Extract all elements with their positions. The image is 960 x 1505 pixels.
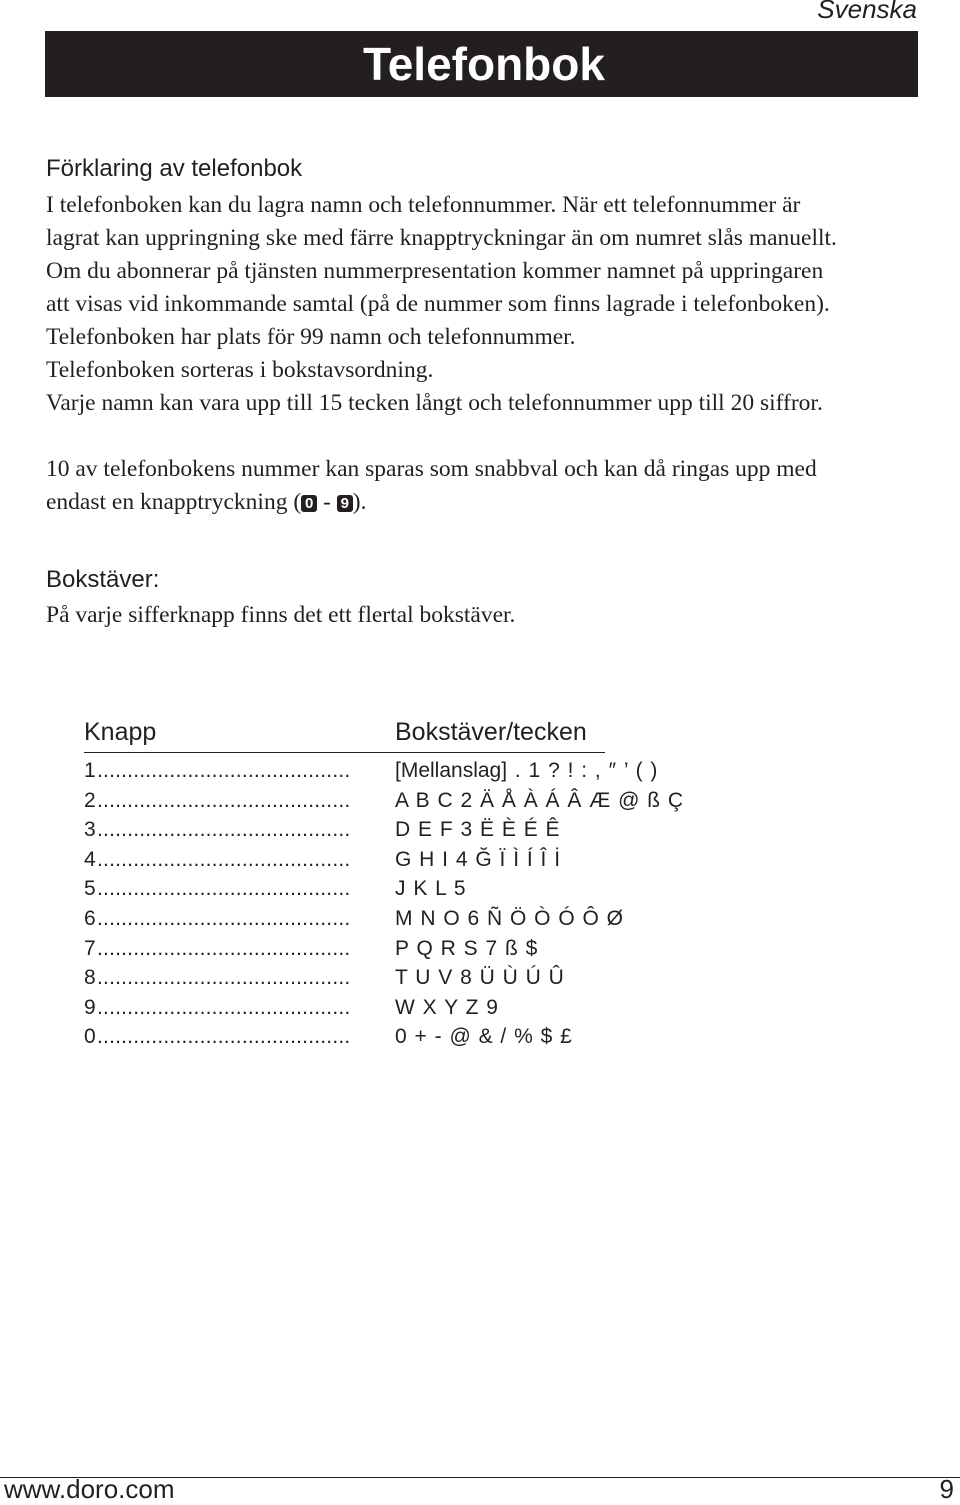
speed-dial-suffix: ). — [352, 489, 367, 515]
table-row — [84, 1025, 605, 1055]
key-label: 4 — [84, 847, 96, 871]
text-line: Telefonboken sorteras i bokstavsordning. — [46, 357, 434, 383]
text-line: På varje sifferknapp finns det ett flertal bokstäver. — [46, 602, 516, 628]
dot-leader: .......................................... — [97, 1025, 351, 1049]
table-row — [84, 996, 605, 1026]
text-line: Telefonboken har plats för 99 namn och telefonnummer. — [46, 324, 576, 350]
dot-leader: .......................................... — [97, 788, 351, 812]
key-9-icon: 9 — [337, 495, 353, 512]
section-heading-letters: Bokstäver: — [46, 566, 160, 593]
table-row — [84, 906, 624, 937]
footer-website-link[interactable]: www.doro.com — [4, 1474, 175, 1504]
text-line — [46, 486, 926, 519]
text-line: 10 av telefonbokens nummer kan sparas som snabbval och kan då ringas upp med — [46, 456, 817, 482]
dot-leader: .......................................... — [97, 995, 351, 1019]
letters-explanation — [46, 599, 926, 632]
speed-dial-paragraph — [46, 453, 926, 519]
key-character-table — [84, 716, 684, 1055]
text-line: Om du abonnerar på tjänsten nummerpresentation kommer namnet på uppringaren — [46, 258, 824, 284]
table-row — [84, 966, 605, 996]
table-row — [84, 788, 684, 819]
key-label: 7 — [84, 936, 96, 960]
key-characters: J K L 5 — [395, 877, 466, 901]
text-line: lagrat kan uppringning ske med färre knapptryckningar än om numret slås manuellt. — [46, 225, 837, 251]
key-characters: P Q R S 7 ß $ — [395, 936, 538, 960]
table-row — [84, 759, 658, 789]
page-number: 9 — [939, 1474, 954, 1504]
key-label: 8 — [84, 966, 96, 990]
key-label: 0 — [84, 1025, 96, 1049]
key-characters: [Mellanslag] . 1 ? ! : , ″ ’ ( ) — [395, 759, 658, 782]
key-label: 5 — [84, 877, 96, 901]
table-row — [84, 877, 605, 907]
text-line: Varje namn kan vara upp till 15 tecken långt och telefonnummer upp till 20 siffror. — [46, 390, 823, 416]
key-characters: W X Y Z 9 — [395, 995, 498, 1019]
dot-leader: .......................................... — [97, 936, 351, 960]
column-header-characters: Bokstäver/tecken — [395, 718, 587, 746]
dot-leader: .......................................... — [97, 759, 351, 782]
key-characters: G H I 4 Ğ Ï Ì Í Î İ — [395, 847, 561, 871]
dot-leader: .......................................... — [97, 818, 351, 842]
key-characters: 0 + - @ & / % $ £ — [395, 1025, 572, 1049]
table-row — [84, 818, 605, 848]
text-line: I telefonboken kan du lagra namn och telefonnummer. När ett telefonnummer är — [46, 192, 801, 218]
language-label: Svenska — [817, 0, 917, 24]
text-line: att visas vid inkommande samtal (på de nummer som finns lagrade i telefonboken). — [46, 291, 830, 317]
phonebook-explanation — [46, 189, 926, 420]
dot-leader: .......................................... — [97, 847, 351, 871]
key-characters: D E F 3 Ë È É Ê — [395, 818, 560, 842]
key-label: 3 — [84, 818, 96, 842]
table-header — [84, 716, 605, 753]
dot-leader: .......................................... — [97, 966, 351, 990]
table-row — [84, 937, 605, 967]
key-characters: T U V 8 Ü Ù Ú Û — [395, 966, 564, 990]
table-row — [84, 848, 605, 878]
range-separator: - — [317, 489, 337, 515]
key-label: 9 — [84, 995, 96, 1019]
dot-leader: .......................................... — [97, 906, 351, 930]
section-heading-phonebook: Förklaring av telefonbok — [46, 155, 303, 182]
key-0-icon: 0 — [301, 495, 317, 512]
dot-leader: .......................................... — [97, 877, 351, 901]
page-title: Telefonbok — [45, 31, 918, 97]
key-characters: A B C 2 Ä Å À Á Â Æ @ ß Ç — [395, 788, 684, 812]
speed-dial-prefix: endast en knapptryckning ( — [46, 489, 302, 515]
key-label: 2 — [84, 788, 96, 812]
column-header-key: Knapp — [84, 718, 157, 746]
key-label: 6 — [84, 906, 96, 930]
key-characters: M N O 6 Ñ Ö Ò Ó Ô Ø — [395, 906, 624, 930]
key-label: 1 — [84, 759, 96, 782]
